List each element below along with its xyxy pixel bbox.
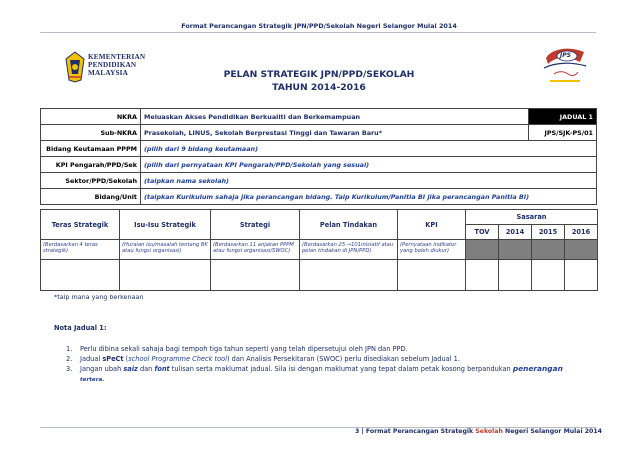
- table-row: [41, 141, 597, 157]
- page-title: PELAN STRATEGIK JPN/PPD/SEKOLAH: [223, 69, 415, 80]
- input-cell[interactable]: [499, 260, 532, 291]
- header-divider: [40, 32, 596, 33]
- list-item: 3. Jangan ubah saiz dan font tulisan serta maklumat jadual. Sila isi dengan maklumat yang tepat dalam petak kosong berpandukan penerangan tertera.: [66, 364, 563, 383]
- row-label: Sektor/PPD/Sekolah: [41, 173, 141, 189]
- bidang-unit-field[interactable]: (taipkan Kurikulum sahaja jika perancangan bidang. Taip Kurikulum/Panitia BI jika perancangan Panitia BI): [141, 189, 597, 205]
- shaded-cell: [532, 240, 565, 260]
- input-cell[interactable]: [41, 260, 120, 291]
- input-cell[interactable]: [300, 260, 398, 291]
- shaded-cell: [466, 240, 499, 260]
- header-year: 2016: [565, 225, 598, 240]
- hint-kpi: (Pernyataan indikator yang boleh diukur): [398, 240, 466, 260]
- row-label: Bidang/Unit: [41, 189, 141, 205]
- nkra-value[interactable]: Meluaskan Akses Pendidikan Berkualiti dan Berkemampuan: [141, 109, 529, 125]
- bidang-keutamaan-field[interactable]: (pilih dari 9 bidang keutamaan): [141, 141, 597, 157]
- list-item: 2. Jadual sPeCt (school Programme Check tool) dan Analisis Persekitaran (SWOC) perlu disediakan sebelum Jadual 1.: [66, 355, 460, 363]
- hint-strategi: (Berdasarkan 11 anjakan PPPM atau fungsi organisasi/SWOC): [211, 240, 300, 260]
- footnote: *taip mana yang berkenaan: [54, 293, 144, 301]
- header-teras: Teras Strategik: [41, 210, 120, 240]
- header-year: TOV: [466, 225, 499, 240]
- row-label: Sub-NKRA: [41, 125, 141, 141]
- page-number: 3: [355, 428, 360, 435]
- form-code: JPS/SJK-PS/01: [529, 125, 597, 141]
- header-isu: Isu-Isu Strategik: [120, 210, 211, 240]
- shaded-cell: [565, 240, 598, 260]
- row-label: Bidang Keutamaan PPPM: [41, 141, 141, 157]
- input-cell[interactable]: [211, 260, 300, 291]
- header-pelan: Pelan Tindakan: [300, 210, 398, 240]
- shaded-cell: [499, 240, 532, 260]
- row-label: NKRA: [41, 109, 141, 125]
- strategy-table: [40, 209, 598, 291]
- table-row: [41, 173, 597, 189]
- table-row: [41, 189, 597, 205]
- header-kpi: KPI: [398, 210, 466, 240]
- hint-isu: (Huraian isu/masalah tentang BK atau fungsi organisasi): [120, 240, 211, 260]
- row-label: KPI Pengarah/PPD/Sek: [41, 157, 141, 173]
- page-subtitle: TAHUN 2014-2016: [272, 82, 366, 93]
- sektor-field[interactable]: (taipkan nama sekolah): [141, 173, 597, 189]
- table-row: [41, 109, 597, 125]
- plan-info-table: [40, 108, 597, 205]
- table-row: [41, 125, 597, 141]
- input-cell[interactable]: [466, 260, 499, 291]
- jadual-badge: JADUAL 1: [529, 109, 597, 125]
- header-strategi: Strategi: [211, 210, 300, 240]
- hint-pelan: (Berdasarkan 25 →101inisiatif atau pelan tindakan di JPN/PPD): [300, 240, 398, 260]
- kpi-pengarah-field[interactable]: (pilih dari pernyataan KPI Pengarah/PPD/Sekolah yang sesuai): [141, 157, 597, 173]
- page-footer: 3 | Format Perancangan Strategik Sekolah Negeri Selangor Mulai 2014: [355, 428, 602, 435]
- sub-nkra-value[interactable]: Prasekolah, LINUS, Sekolah Berprestasi Tinggi dan Tawaran Baru*: [141, 125, 529, 141]
- table-row: [41, 210, 598, 225]
- hint-teras: (Berdasarkan 4 teras strategik): [41, 240, 120, 260]
- input-cell[interactable]: [565, 260, 598, 291]
- table-row: [41, 240, 598, 260]
- list-item: 1. Perlu dibina sekali sahaja bagi tempoh tiga tahun seperti yang telah dipersetujui oleh JPN dan PPD.: [66, 345, 408, 353]
- header-year: 2014: [499, 225, 532, 240]
- jps-logo-text: JPS: [560, 52, 571, 59]
- header-year: 2015: [532, 225, 565, 240]
- page-header: Format Perancangan Strategik JPN/PPD/Sekolah Negeri Selangor Mulai 2014: [181, 22, 457, 30]
- input-cell[interactable]: [398, 260, 466, 291]
- nota-title: Nota Jadual 1:: [54, 324, 107, 332]
- input-cell[interactable]: [120, 260, 211, 291]
- input-cell[interactable]: [532, 260, 565, 291]
- table-row: [41, 157, 597, 173]
- header-sasaran: Sasaran: [466, 210, 598, 225]
- table-row: [41, 260, 598, 291]
- kpm-wordmark: KEMENTERIAN PENDIDIKAN MALAYSIA: [88, 53, 146, 77]
